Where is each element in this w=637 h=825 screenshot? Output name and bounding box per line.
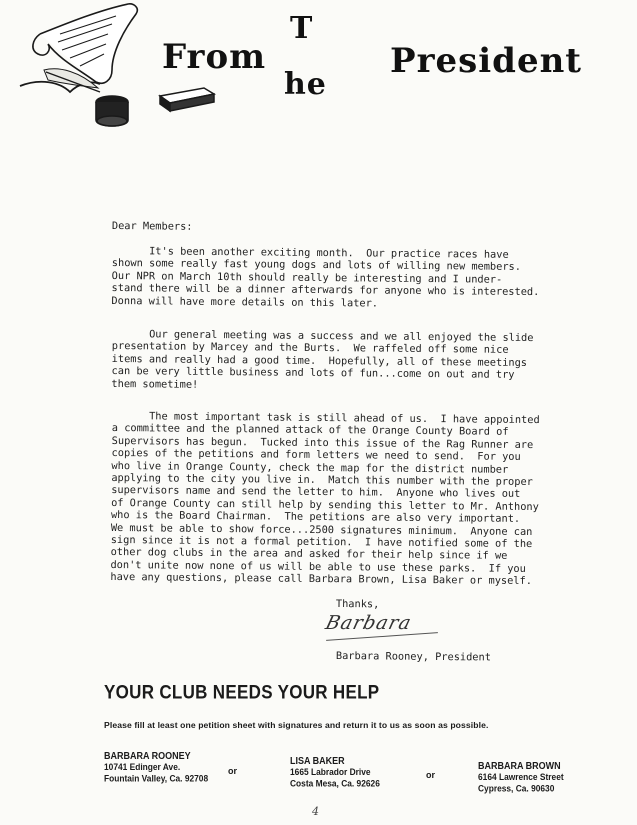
handwritten-signature: Barbara bbox=[323, 612, 415, 634]
contact-city: Cypress, Ca. 90630 bbox=[478, 782, 555, 794]
contact-card bbox=[478, 760, 564, 794]
or-separator: or bbox=[228, 766, 237, 776]
masthead-word-t: T bbox=[290, 11, 314, 46]
contact-name: LISA BAKER bbox=[290, 755, 345, 767]
contact-card bbox=[104, 750, 208, 784]
page-number: 4 bbox=[312, 805, 319, 818]
contact-street: 10741 Edinger Ave. bbox=[104, 761, 181, 773]
help-heading: YOUR CLUB NEEDS YOUR HELP bbox=[104, 681, 380, 703]
contact-card bbox=[290, 755, 380, 789]
contact-city: Costa Mesa, Ca. 92626 bbox=[290, 777, 380, 789]
letter-paragraph: It's been another exciting month. Our practice races have shown some really fast young dogs and lots of willing new members. Our NPR on March 10th should really be interesting and I under- stand there will be a dinner afterwards for anyone who is interested. Donna will have more details on this later. bbox=[111, 245, 540, 310]
contact-name: BARBARA BROWN bbox=[478, 760, 561, 772]
inkwell-icon bbox=[96, 96, 128, 126]
contact-name: BARBARA ROONEY bbox=[104, 750, 191, 762]
letter-paragraph: The most important task is still ahead of us. I have appointed a committee and the planned attack of the Orange County Board of Supervisors has begun. Tucked into this issue of the Rag Runner are copies of the petitions and form letters we need to send. For you who live in Orange County, check the map for the district number applying to the city you live in. Match this number with the proper supervisors name and send the letter to him. Anyone who lives out of Orange County can still help by sending this letter to Mr. Anthony who is the Board Chairman. The petitions are also very important. We must be able to show force...2500 signatures minimum. Anyone can sign since it is not a formal petition. I have notified some of the other dog clubs in the area and asked for their help since if we don't unite now none of us will be able to use these parks. If you have any questions, please call Barbara Brown, Lisa Baker or myself. bbox=[110, 410, 540, 588]
contact-street: 6164 Lawrence Street bbox=[478, 771, 564, 783]
or-separator: or bbox=[426, 770, 435, 780]
letter-paragraph: Our general meeting was a success and we all enjoyed the slide presentation by Marcey and the Burts. We raffeled off some nice items and really had a good time. Hopefully, all of these meetings can be very little business and lots of fun...come on out and try them sometime! bbox=[111, 328, 534, 391]
contact-street: 1665 Labrador Drive bbox=[290, 766, 371, 778]
contact-city: Fountain Valley, Ca. 92708 bbox=[104, 772, 209, 784]
book-icon bbox=[160, 88, 214, 111]
masthead-word-he: he bbox=[284, 67, 327, 102]
signer-name: Barbara Rooney, President bbox=[335, 650, 491, 664]
masthead-word-from: From bbox=[162, 37, 267, 77]
masthead-word-president: President bbox=[390, 41, 582, 81]
help-instruction: Please fill at least one petition sheet with signatures and return it to us as soon as possible. bbox=[104, 720, 489, 730]
letter-closing: Thanks, bbox=[335, 598, 380, 611]
salutation: Dear Members: bbox=[111, 220, 193, 233]
